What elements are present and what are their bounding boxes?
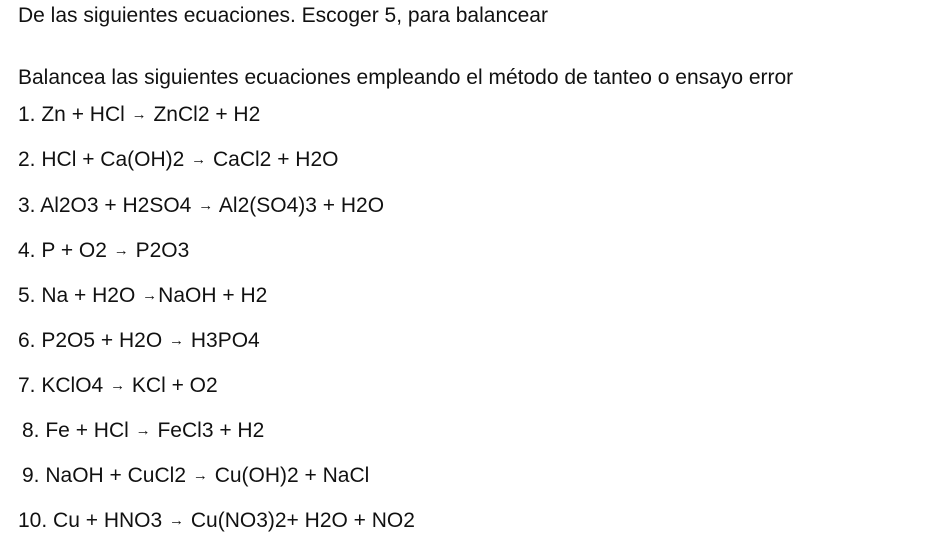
equation-number: 6. (18, 329, 36, 352)
equation-item (18, 239, 189, 263)
equation-reactants: Cu + HNO3 (53, 509, 163, 532)
reaction-arrow-icon: → (169, 332, 185, 349)
equation-item (18, 148, 338, 172)
reaction-arrow-icon: → (191, 151, 207, 168)
equation-reactants: HCl + Ca(OH)2 (41, 148, 185, 171)
equation-item (18, 194, 384, 218)
equation-number: 10. (18, 509, 48, 532)
equation-item (18, 374, 218, 398)
reaction-arrow-icon: → (198, 197, 214, 214)
equation-reactants: P2O5 + H2O (41, 329, 163, 352)
reaction-arrow-icon: → (192, 467, 208, 484)
equation-number: 5. (18, 284, 36, 307)
equation-item (18, 509, 415, 533)
equation-products: NaOH + H2 (158, 284, 268, 307)
equation-reactants: KClO4 (41, 374, 104, 397)
equation-number: 7. (18, 374, 36, 397)
equation-reactants: Zn + HCl (41, 103, 125, 126)
equation-products: FeCl3 + H2 (157, 419, 265, 442)
equation-products: Cu(NO3)2+ H2O + NO2 (190, 509, 415, 532)
equation-products: H3PO4 (190, 329, 260, 352)
equation-products: ZnCl2 + H2 (153, 103, 261, 126)
equation-item (18, 284, 267, 308)
equation-products: KCl + O2 (131, 374, 218, 397)
reaction-arrow-icon: → (113, 242, 129, 259)
equation-products: Cu(OH)2 + NaCl (214, 464, 370, 487)
reaction-arrow-icon: → (135, 422, 151, 439)
equation-item (22, 464, 369, 488)
equation-products: P2O3 (135, 239, 190, 262)
instructions-text: Balancea las siguientes ecuaciones empleando el método de tanteo o ensayo error (18, 66, 794, 89)
reaction-arrow-icon: → (142, 287, 158, 304)
equation-reactants: Al2O3 + H2SO4 (40, 194, 192, 217)
equation-number: 4. (18, 239, 36, 262)
heading-text: De las siguientes ecuaciones. Escoger 5, para balancear (18, 4, 548, 27)
equation-reactants: NaOH + CuCl2 (45, 464, 186, 487)
equation-item (18, 103, 260, 127)
equation-item (22, 419, 264, 443)
equation-reactants: P + O2 (41, 239, 107, 262)
reaction-arrow-icon: → (110, 377, 126, 394)
equation-number: 9. (22, 464, 40, 487)
reaction-arrow-icon: → (169, 512, 185, 529)
equation-number: 1. (18, 103, 36, 126)
equation-products: CaCl2 + H2O (213, 148, 339, 171)
equation-reactants: Na + H2O (41, 284, 136, 307)
reaction-arrow-icon: → (131, 106, 147, 123)
equation-reactants: Fe + HCl (45, 419, 129, 442)
equation-number: 8. (22, 419, 40, 442)
equation-item (18, 329, 260, 353)
equation-number: 2. (18, 148, 36, 171)
equation-products: Al2(SO4)3 + H2O (218, 194, 385, 217)
equation-number: 3. (18, 194, 36, 217)
